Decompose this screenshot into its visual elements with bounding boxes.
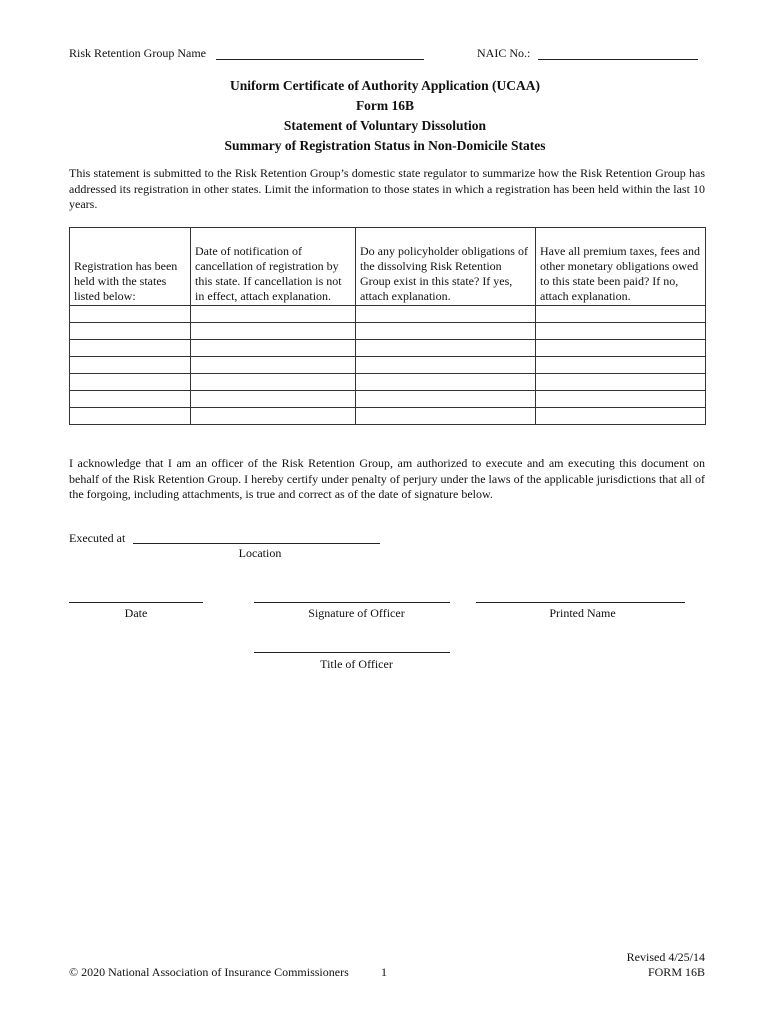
table-row — [70, 306, 706, 323]
table-cell[interactable] — [536, 391, 706, 408]
form-number: Form 16B — [355, 98, 415, 113]
table-cell[interactable] — [536, 306, 706, 323]
table-header-row — [70, 228, 706, 306]
location-field[interactable] — [133, 543, 380, 544]
table-cell[interactable] — [356, 357, 536, 374]
rrg-name-field[interactable] — [216, 59, 424, 60]
executed-at-label: Executed at — [69, 531, 126, 545]
acknowledgement-paragraph: I acknowledge that I am an officer of the Risk Retention Group, am authorized to execute and am executing this document on behalf of the Risk Retention Group. I hereby certify under penalty of perjury under the laws of the applicable jurisdictions that all of the forgoing, including attachments, is true and correct as of the date of signature below. — [69, 456, 705, 501]
table-cell[interactable] — [70, 340, 191, 357]
table-cell[interactable] — [70, 391, 191, 408]
date-field[interactable] — [69, 602, 203, 603]
copyright-notice: © 2020 National Association of Insurance Commissioners — [69, 965, 349, 979]
table-row — [70, 323, 706, 340]
table-cell[interactable] — [70, 374, 191, 391]
location-label: Location — [238, 546, 282, 560]
table-row — [70, 391, 706, 408]
table-cell[interactable] — [70, 408, 191, 425]
printed-name-label: Printed Name — [549, 606, 616, 620]
form-title: Uniform Certificate of Authority Application (UCAA) — [229, 78, 541, 93]
revised-date: Revised 4/25/14 — [626, 950, 705, 964]
printed-name-field[interactable] — [476, 602, 685, 603]
table-cell[interactable] — [356, 323, 536, 340]
signature-field[interactable] — [254, 602, 450, 603]
table-cell[interactable] — [536, 340, 706, 357]
table-cell[interactable] — [356, 374, 536, 391]
table-cell[interactable] — [70, 306, 191, 323]
form-section-title: Summary of Registration Status in Non-Domicile States — [224, 138, 546, 153]
table-cell[interactable] — [536, 357, 706, 374]
table-cell[interactable] — [356, 391, 536, 408]
header-policyholder-obligations: Do any policyholder obligations of the dissolving Risk Retention Group exist in this state? If yes, attach explanation. — [356, 228, 536, 306]
table-row — [70, 374, 706, 391]
table-row — [70, 357, 706, 374]
table-row — [70, 408, 706, 425]
date-label: Date — [124, 606, 148, 620]
naic-number-field[interactable] — [538, 59, 698, 60]
form-subtitle: Statement of Voluntary Dissolution — [283, 118, 487, 133]
header-registration-states: Registration has been held with the states listed below: — [70, 228, 191, 306]
table-cell[interactable] — [536, 408, 706, 425]
header-premium-taxes: Have all premium taxes, fees and other monetary obligations owed to this state been paid? If no, attach explanation. — [536, 228, 706, 306]
table-cell[interactable] — [356, 408, 536, 425]
form-id: FORM 16B — [647, 965, 705, 979]
title-of-officer-field[interactable] — [254, 652, 450, 653]
title-of-officer-label: Title of Officer — [320, 657, 393, 671]
table-cell[interactable] — [70, 323, 191, 340]
table-cell[interactable] — [191, 408, 356, 425]
header-cancellation-date: Date of notification of cancellation of registration by this state. If cancellation is not in effect, attach explanation. — [191, 228, 356, 306]
table-cell[interactable] — [356, 306, 536, 323]
table-cell[interactable] — [191, 323, 356, 340]
table-cell[interactable] — [191, 391, 356, 408]
rrg-name-label: Risk Retention Group Name — [69, 46, 206, 60]
table-cell[interactable] — [536, 323, 706, 340]
table-cell[interactable] — [356, 340, 536, 357]
table-cell[interactable] — [536, 374, 706, 391]
registration-table — [69, 227, 706, 425]
table-row — [70, 340, 706, 357]
table-cell[interactable] — [70, 357, 191, 374]
table-cell[interactable] — [191, 357, 356, 374]
intro-paragraph: This statement is submitted to the Risk Retention Group’s domestic state regulator to summarize how the Risk Retention Group has addressed its registration in other states. Limit the information to those states in which a registration has been held within the last 10 years. — [69, 166, 705, 211]
table-cell[interactable] — [191, 306, 356, 323]
naic-label: NAIC No.: — [477, 46, 531, 60]
signature-label: Signature of Officer — [308, 606, 405, 620]
table-cell[interactable] — [191, 340, 356, 357]
table-cell[interactable] — [191, 374, 356, 391]
page-number: 1 — [381, 965, 387, 979]
